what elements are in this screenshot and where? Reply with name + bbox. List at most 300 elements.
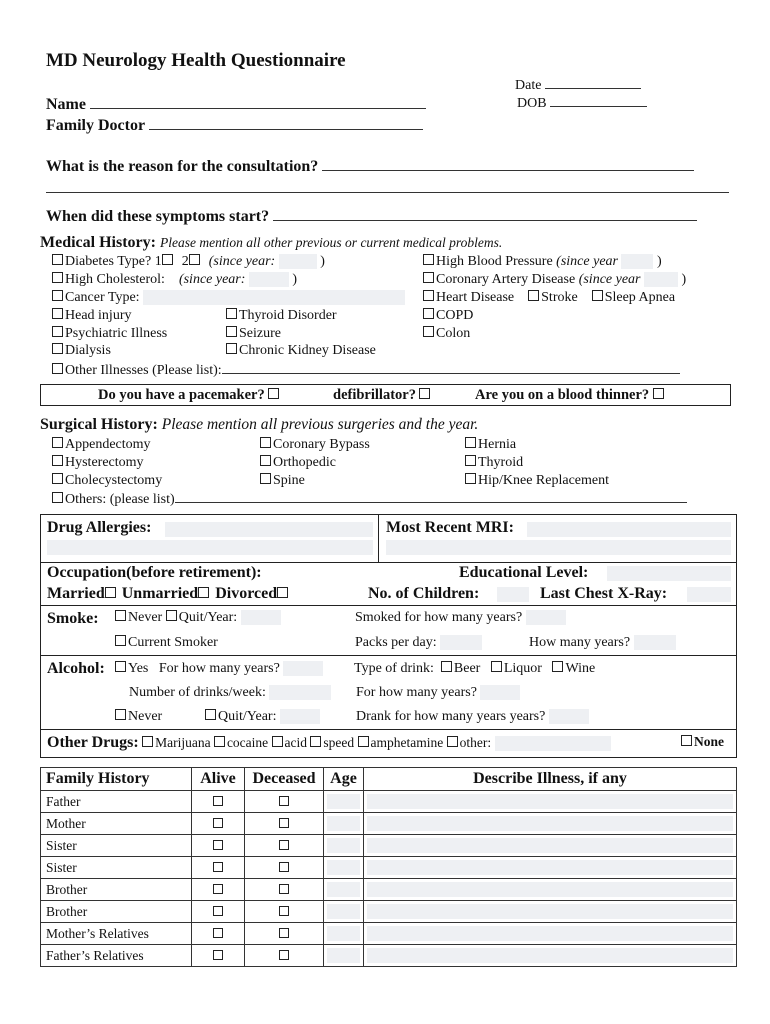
spine-checkbox[interactable] xyxy=(260,473,271,484)
seizure-label: Seizure xyxy=(239,326,281,341)
cholesterol-checkbox[interactable] xyxy=(52,272,63,283)
deceased-cell xyxy=(245,879,324,901)
cholecystectomy-checkbox[interactable] xyxy=(52,473,63,484)
other-illnesses-checkbox[interactable] xyxy=(52,363,63,374)
appendectomy-checkbox[interactable] xyxy=(52,437,63,448)
dialysis-checkbox[interactable] xyxy=(52,343,63,354)
pacemaker-question xyxy=(98,387,281,404)
table-row xyxy=(41,835,737,857)
packs-row xyxy=(355,635,482,651)
family-doctor-row xyxy=(46,115,423,135)
dialysis-label: Dialysis xyxy=(65,343,111,358)
cancer-checkbox[interactable] xyxy=(52,290,63,301)
pacemaker-checkbox[interactable] xyxy=(268,388,279,399)
name-row xyxy=(46,94,426,114)
illness-cell xyxy=(364,857,737,879)
illness-cell xyxy=(364,901,737,923)
wine-checkbox[interactable] xyxy=(552,661,563,672)
alcohol-yes-checkbox[interactable] xyxy=(115,661,126,672)
table-row xyxy=(41,901,737,923)
age-cell xyxy=(324,791,364,813)
recent-mri-field-2[interactable] xyxy=(386,540,731,555)
orthopedic-checkbox[interactable] xyxy=(260,455,271,466)
deceased-checkbox[interactable] xyxy=(279,906,289,916)
drug-allergies-field-2[interactable] xyxy=(47,540,373,555)
cancer-row xyxy=(52,290,405,306)
alive-cell xyxy=(192,901,245,923)
other-drug-checkbox[interactable] xyxy=(447,736,458,747)
relative-name: Brother xyxy=(41,901,192,923)
marijuana-checkbox[interactable] xyxy=(142,736,153,747)
hernia-label: Hernia xyxy=(478,437,517,452)
hernia-row xyxy=(465,437,516,453)
hysterectomy-row xyxy=(52,455,144,471)
hernia-checkbox[interactable] xyxy=(465,437,476,448)
divorced-checkbox[interactable] xyxy=(277,587,288,598)
unmarried-checkbox[interactable] xyxy=(198,587,209,598)
orthopedic-label: Orthopedic xyxy=(273,455,336,470)
no-drugs-row xyxy=(681,734,724,750)
hysterectomy-label: Hysterectomy xyxy=(65,455,144,470)
head-injury-label: Head injury xyxy=(65,308,132,323)
age-cell xyxy=(324,879,364,901)
relative-name: Sister xyxy=(41,857,192,879)
occupation-label: Occupation(before retirement): xyxy=(47,564,262,581)
smoke-how-many-years-row xyxy=(529,635,676,651)
consult-reason-field[interactable] xyxy=(322,156,694,171)
illness-field[interactable] xyxy=(367,816,733,831)
hysterectomy-checkbox[interactable] xyxy=(52,455,63,466)
high-bp-close-paren: ) xyxy=(656,254,662,269)
alcohol-for-years-label: For how many years? xyxy=(356,685,477,700)
relative-name: Mother’s Relatives xyxy=(41,923,192,945)
alcohol-quit-label: Quit/Year: xyxy=(218,709,277,724)
alcohol-yes-row xyxy=(115,661,323,677)
diabetes-close-paren: ) xyxy=(320,254,325,269)
alcohol-how-many-years-label: For how many years? xyxy=(158,661,280,676)
illness-field[interactable] xyxy=(367,882,733,897)
illness-field[interactable] xyxy=(367,860,733,875)
packs-label: Packs per day: xyxy=(355,635,437,650)
ckd-checkbox[interactable] xyxy=(226,343,237,354)
divider xyxy=(41,729,736,730)
age-field[interactable] xyxy=(327,948,360,963)
diabetes-since-label: (since year: xyxy=(208,254,276,269)
deceased-cell xyxy=(245,923,324,945)
smoke-how-many-years-label: How many years? xyxy=(529,635,631,650)
packs-field[interactable] xyxy=(440,635,482,650)
consult-reason-label: What is the reason for the consultation? xyxy=(46,158,319,175)
drinks-week-field[interactable] xyxy=(269,685,331,700)
children-field[interactable] xyxy=(497,587,529,602)
deceased-cell xyxy=(245,813,324,835)
family-doctor-field[interactable] xyxy=(149,115,423,130)
blood-thinner-label: Are you on a blood thinner? xyxy=(475,387,650,403)
divider xyxy=(378,515,379,562)
name-field[interactable] xyxy=(90,94,426,109)
alive-checkbox[interactable] xyxy=(213,884,223,894)
deceased-checkbox[interactable] xyxy=(279,818,289,828)
dob-row xyxy=(517,92,647,112)
amphetamine-checkbox[interactable] xyxy=(358,736,369,747)
beer-label: Beer xyxy=(453,661,481,676)
stroke-checkbox[interactable] xyxy=(528,290,539,301)
smoked-years-field[interactable] xyxy=(526,610,566,625)
psychiatric-checkbox[interactable] xyxy=(52,326,63,337)
defibrillator-checkbox[interactable] xyxy=(419,388,430,399)
date-field[interactable] xyxy=(545,74,641,89)
other-illnesses-field[interactable] xyxy=(222,361,680,374)
deceased-cell xyxy=(245,945,324,967)
age-field[interactable] xyxy=(327,904,360,919)
alive-cell xyxy=(192,791,245,813)
deceased-cell xyxy=(245,857,324,879)
alcohol-for-years-field[interactable] xyxy=(480,685,520,700)
liquor-label: Liquor xyxy=(503,661,542,676)
blood-thinner-checkbox[interactable] xyxy=(653,388,664,399)
spine-label: Spine xyxy=(273,473,305,488)
current-smoker-checkbox[interactable] xyxy=(115,635,126,646)
current-smoker-row xyxy=(115,635,218,651)
drinks-week-row xyxy=(129,685,331,701)
table-row xyxy=(41,857,737,879)
date-row xyxy=(515,74,641,94)
age-cell xyxy=(324,813,364,835)
cad-row xyxy=(423,272,686,288)
illness-field[interactable] xyxy=(367,904,733,919)
family-history-header: Family History xyxy=(41,768,192,791)
thyroid-disorder-row xyxy=(226,308,337,324)
illness-cell xyxy=(364,835,737,857)
dob-label: DOB xyxy=(517,96,547,111)
seizure-checkbox[interactable] xyxy=(226,326,237,337)
divider xyxy=(41,562,736,563)
smoke-how-many-years-field[interactable] xyxy=(634,635,676,650)
smoke-never-label: Never xyxy=(128,610,163,625)
age-cell xyxy=(324,835,364,857)
drink-type-label: Type of drink: xyxy=(354,661,434,676)
high-bp-row xyxy=(423,254,662,270)
illness-cell xyxy=(364,791,737,813)
cancer-type-field[interactable] xyxy=(143,290,405,305)
colon-row xyxy=(423,326,470,342)
unmarried-label: Unmarried xyxy=(121,585,199,602)
head-injury-checkbox[interactable] xyxy=(52,308,63,319)
smoke-label: Smoke: xyxy=(47,610,99,627)
drank-years-row xyxy=(356,709,589,725)
diabetes-row xyxy=(52,254,325,270)
relative-name: Mother xyxy=(41,813,192,835)
colon-checkbox[interactable] xyxy=(423,326,434,337)
psychiatric-label: Psychiatric Illness xyxy=(65,326,168,341)
alive-checkbox[interactable] xyxy=(213,818,223,828)
cocaine-checkbox[interactable] xyxy=(214,736,225,747)
age-field[interactable] xyxy=(327,882,360,897)
recent-mri-field[interactable] xyxy=(527,522,731,537)
alive-cell xyxy=(192,835,245,857)
table-row xyxy=(41,945,737,967)
form-title: MD Neurology Health Questionnaire xyxy=(46,50,346,71)
sleep-apnea-checkbox[interactable] xyxy=(592,290,603,301)
coronary-bypass-checkbox[interactable] xyxy=(260,437,271,448)
high-bp-year-field[interactable] xyxy=(621,254,653,269)
deceased-checkbox[interactable] xyxy=(279,840,289,850)
drug-allergies-field[interactable] xyxy=(165,522,373,537)
drug-allergies-label: Drug Allergies: xyxy=(47,519,152,536)
dialysis-row xyxy=(52,343,111,359)
drinks-week-label: Number of drinks/week: xyxy=(129,685,266,700)
smoked-years-row xyxy=(355,610,566,626)
children-label: No. of Children: xyxy=(368,585,480,602)
thyroid-disorder-checkbox[interactable] xyxy=(226,308,237,319)
cholesterol-row xyxy=(52,272,297,288)
table-row xyxy=(41,813,737,835)
marital-status-row xyxy=(47,585,290,603)
medical-history-heading-row xyxy=(40,234,502,252)
deceased-checkbox[interactable] xyxy=(279,796,289,806)
stroke-label: Stroke xyxy=(541,290,578,305)
deceased-checkbox[interactable] xyxy=(279,884,289,894)
divider xyxy=(41,655,736,656)
alive-checkbox[interactable] xyxy=(213,928,223,938)
alcohol-quit-checkbox[interactable] xyxy=(205,709,216,720)
alive-checkbox[interactable] xyxy=(213,796,223,806)
illness-cell xyxy=(364,923,737,945)
table-row xyxy=(41,879,737,901)
acid-checkbox[interactable] xyxy=(272,736,283,747)
appendectomy-label: Appendectomy xyxy=(65,437,151,452)
alcohol-never-label: Never xyxy=(128,709,163,724)
surgical-history-heading: Surgical History: xyxy=(40,416,158,433)
relative-name: Father xyxy=(41,791,192,813)
smoked-years-label: Smoked for how many years? xyxy=(355,610,523,625)
hip-knee-row xyxy=(465,473,609,489)
spine-row xyxy=(260,473,305,489)
alive-checkbox[interactable] xyxy=(213,906,223,916)
relative-name: Sister xyxy=(41,835,192,857)
smoke-never-checkbox[interactable] xyxy=(115,610,126,621)
age-field[interactable] xyxy=(327,838,360,853)
thyroid-checkbox[interactable] xyxy=(465,455,476,466)
surgical-history-instruction: Please mention all previous surgeries and the year. xyxy=(161,416,479,433)
colon-label: Colon xyxy=(436,326,471,341)
alcohol-quit-field[interactable] xyxy=(280,709,320,724)
alive-cell xyxy=(192,923,245,945)
illness-cell xyxy=(364,813,737,835)
defibrillator-label: defibrillator? xyxy=(333,387,416,403)
cholecystectomy-label: Cholecystectomy xyxy=(65,473,163,488)
smoke-quit-field[interactable] xyxy=(241,610,281,625)
divider xyxy=(41,605,736,606)
chest-xray-field[interactable] xyxy=(687,587,731,602)
education-label: Educational Level: xyxy=(459,564,589,581)
alcohol-how-many-years-field[interactable] xyxy=(283,661,323,676)
recent-mri-label: Most Recent MRI: xyxy=(386,519,514,536)
chest-xray-label: Last Chest X-Ray: xyxy=(540,585,668,602)
alcohol-never-checkbox[interactable] xyxy=(115,709,126,720)
orthopedic-row xyxy=(260,455,336,471)
coronary-bypass-row xyxy=(260,437,370,453)
deceased-header: Deceased xyxy=(245,768,324,791)
other-illnesses-row xyxy=(52,361,680,379)
thyroid-disorder-label: Thyroid Disorder xyxy=(239,308,337,323)
cad-label: Coronary Artery Disease xyxy=(436,272,576,287)
marijuana-label: Marijuana xyxy=(155,735,211,750)
heart-disease-checkbox[interactable] xyxy=(423,290,434,301)
age-field[interactable] xyxy=(327,816,360,831)
medical-history-instruction: Please mention all other previous or current medical problems. xyxy=(159,235,503,250)
copd-row xyxy=(423,308,473,324)
alive-cell xyxy=(192,813,245,835)
alcohol-label: Alcohol: xyxy=(47,660,105,677)
blood-thinner-question xyxy=(475,387,666,404)
wine-label: Wine xyxy=(565,661,596,676)
cholesterol-label: High Cholesterol: xyxy=(65,272,165,287)
no-drugs-checkbox[interactable] xyxy=(681,735,692,746)
alive-cell xyxy=(192,945,245,967)
hip-knee-label: Hip/Knee Replacement xyxy=(478,473,610,488)
cad-since-label: (since year xyxy=(578,272,641,287)
cad-year-field[interactable] xyxy=(644,272,678,287)
other-drug-field[interactable] xyxy=(495,736,611,751)
deceased-checkbox[interactable] xyxy=(279,862,289,872)
others-surgery-field[interactable] xyxy=(175,490,687,503)
diabetes-label: Diabetes Type? 1 xyxy=(65,254,162,269)
heart-disease-label: Heart Disease xyxy=(436,290,515,305)
cholecystectomy-row xyxy=(52,473,162,489)
amphetamine-label: amphetamine xyxy=(370,735,444,750)
ckd-label: Chronic Kidney Disease xyxy=(239,343,376,358)
describe-illness-header: Describe Illness, if any xyxy=(364,768,737,791)
drank-years-field[interactable] xyxy=(549,709,589,724)
deceased-cell xyxy=(245,901,324,923)
dob-field[interactable] xyxy=(550,92,647,107)
medical-history-heading: Medical History: xyxy=(40,234,156,251)
coronary-bypass-label: Coronary Bypass xyxy=(273,437,370,452)
deceased-checkbox[interactable] xyxy=(279,928,289,938)
diabetes-year-field[interactable] xyxy=(279,254,317,269)
speed-checkbox[interactable] xyxy=(310,736,321,747)
alive-header: Alive xyxy=(192,768,245,791)
alive-cell xyxy=(192,879,245,901)
date-label: Date xyxy=(515,78,542,93)
alive-checkbox[interactable] xyxy=(213,950,223,960)
illness-field[interactable] xyxy=(367,838,733,853)
age-field[interactable] xyxy=(327,860,360,875)
age-cell xyxy=(324,901,364,923)
copd-label: COPD xyxy=(436,308,474,323)
illness-field[interactable] xyxy=(367,948,733,963)
thyroid-row xyxy=(465,455,523,471)
current-smoker-label: Current Smoker xyxy=(128,635,218,650)
illness-cell xyxy=(364,945,737,967)
diabetes-2-label: 2 xyxy=(181,254,189,269)
ckd-row xyxy=(226,343,376,359)
high-bp-checkbox[interactable] xyxy=(423,254,434,265)
alcohol-for-years-row xyxy=(356,685,520,701)
speed-label: speed xyxy=(323,735,355,750)
symptoms-start-field[interactable] xyxy=(273,206,697,221)
table-row xyxy=(41,791,737,813)
illness-cell xyxy=(364,879,737,901)
thyroid-label: Thyroid xyxy=(478,455,524,470)
family-doctor-label: Family Doctor xyxy=(46,117,145,134)
alcohol-yes-label: Yes xyxy=(128,661,149,676)
alcohol-quit-row xyxy=(205,709,320,725)
consult-reason-field-2[interactable] xyxy=(46,178,729,193)
illness-field[interactable] xyxy=(367,794,733,809)
cad-checkbox[interactable] xyxy=(423,272,434,283)
heart-row xyxy=(423,290,675,306)
age-cell xyxy=(324,923,364,945)
pacemaker-label: Do you have a pacemaker? xyxy=(98,387,265,403)
beer-checkbox[interactable] xyxy=(441,661,452,672)
surgical-history-heading-row xyxy=(40,416,478,434)
smoke-quit-label: Quit/Year: xyxy=(178,610,238,625)
drank-years-label: Drank for how many years years? xyxy=(356,709,546,724)
cholesterol-close-paren: ) xyxy=(292,272,298,287)
cholesterol-since-label: (since year: xyxy=(178,272,246,287)
cancer-label: Cancer Type: xyxy=(65,290,140,305)
drink-type-row xyxy=(354,661,595,677)
cad-close-paren: ) xyxy=(681,272,687,287)
deceased-checkbox[interactable] xyxy=(279,950,289,960)
deceased-cell xyxy=(245,835,324,857)
smoke-options xyxy=(115,610,281,626)
smoke-quit-checkbox[interactable] xyxy=(166,610,177,621)
others-surgery-checkbox[interactable] xyxy=(52,492,63,503)
education-field[interactable] xyxy=(607,566,731,581)
sleep-apnea-label: Sleep Apnea xyxy=(604,290,676,305)
married-label: Married xyxy=(47,585,105,602)
hip-knee-checkbox[interactable] xyxy=(465,473,476,484)
patient-info-box xyxy=(40,514,737,758)
symptoms-start-label: When did these symptoms start? xyxy=(46,208,270,225)
deceased-cell xyxy=(245,791,324,813)
alcohol-never-row xyxy=(115,709,162,725)
age-cell xyxy=(324,857,364,879)
name-label: Name xyxy=(46,96,86,113)
alive-checkbox[interactable] xyxy=(213,840,223,850)
age-field[interactable] xyxy=(327,794,360,809)
alive-checkbox[interactable] xyxy=(213,862,223,872)
device-question-box xyxy=(40,384,731,406)
other-drugs-row xyxy=(47,734,611,752)
psychiatric-row xyxy=(52,326,167,342)
acid-label: acid xyxy=(284,735,308,750)
seizure-row xyxy=(226,326,281,342)
age-header: Age xyxy=(324,768,364,791)
diabetes-2-checkbox[interactable] xyxy=(189,254,200,265)
others-surgery-row xyxy=(52,490,687,508)
copd-checkbox[interactable] xyxy=(423,308,434,319)
married-checkbox[interactable] xyxy=(105,587,116,598)
diabetes-checkbox[interactable] xyxy=(52,254,63,265)
table-row xyxy=(41,923,737,945)
table-header-row xyxy=(41,768,737,791)
consult-reason-row xyxy=(46,156,694,176)
head-injury-row xyxy=(52,308,131,324)
illness-field[interactable] xyxy=(367,926,733,941)
relative-name: Brother xyxy=(41,879,192,901)
symptoms-start-row xyxy=(46,206,697,226)
liquor-checkbox[interactable] xyxy=(491,661,502,672)
other-drug-label: other: xyxy=(459,735,492,750)
age-field[interactable] xyxy=(327,926,360,941)
diabetes-1-checkbox[interactable] xyxy=(162,254,173,265)
family-history-table xyxy=(40,767,737,967)
cholesterol-year-field[interactable] xyxy=(249,272,289,287)
